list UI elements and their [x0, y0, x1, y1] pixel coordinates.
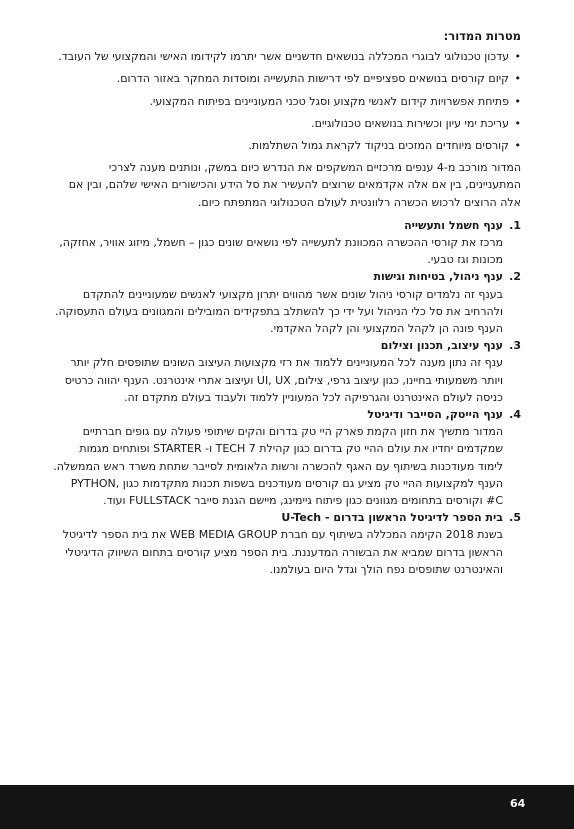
branch-number: 3. [509, 339, 521, 353]
branch-title: ענף עיצוב, תכנון וצילום [380, 339, 503, 353]
branch-title: ענף הייטק, הסייבר ודיגיטל [367, 408, 503, 422]
branch-body [53, 234, 503, 268]
goal-item: • קורסים מיוחדים המזכים בניקוד לקראת גמול השתלמות. [53, 137, 513, 154]
branch-paragraph: בשנת 2018 הקימה המכללה בשיתוף עם חברת WEB MEDIA GROUP את בית הספר לדיגיטל הראשון בדרום שמביא את הבשורה המדעננת. בית הספר מציע קורסים בתחום השיווק הדיגיטלי והאינטרנט שתופסים נפח הולך וגדל היום בעולמנו. [62, 528, 503, 576]
branch-1 [53, 217, 521, 269]
branch-body [53, 423, 503, 509]
footer-bar [0, 785, 574, 829]
branch-heading [53, 406, 521, 423]
goal-item: • קיום קורסים בנושאים ספציפיים לפי דרישות התעשייה ומוסדות המחקר באזור הדרום. [53, 70, 513, 87]
branch-heading [53, 509, 521, 526]
goals-heading: מטרות המדור: [443, 29, 521, 43]
branch-title: בית הספר לדיגיטל הראשון בדרום - U-Tech [281, 511, 503, 525]
branch-number: 4. [509, 408, 521, 422]
branch-4 [53, 406, 521, 509]
branch-paragraph: המדור מתשיך את חזון הקמת פארק היי טק בדרום והקים שיתופי פעולה עם גופים חברתיים שמקדמים יחדיו את עולם ההיי טק בדרום כגון קהילת 7 TECH ו- STARTER ופותחים מגמות לימוד מעודכנות בשיתוף עם האגף להכשרה ורשות הלאומית לסייבר שתחת משרד ראש הממשלה. [53, 425, 503, 473]
branch-heading [53, 217, 521, 234]
branch-number: 5. [509, 511, 521, 525]
goal-item: • עדכון טכנולוגי לבוגרי המכללה בנושאים חדשניים אשר יתרמו לקידומו האישי והמקצועי של העובד. [53, 48, 513, 65]
branch-body [53, 526, 503, 578]
goal-item: • פתיחת אפשרויות קידום לאנשי מקצוע וסגל טכני המעוניינים בפיתוח המקצועי. [53, 93, 513, 110]
branch-paragraph: בענף זה נלמדים קורסי ניהול שונים אשר מהווים יתרון מקצועי לאנשים שמעוניינים להתקדם ולהרחיב את סל כלי הניהול ועל ידי כך להשתלב בתפקידים המובילים והמגוונים בעולם התעסוקה. הענף פונה הן לקהל המקצועי והן לקהל האקדמי. [55, 287, 503, 336]
branch-title: ענף חשמל ותעשייה [404, 218, 503, 232]
branch-body [53, 354, 503, 406]
branch-number: 2. [509, 270, 521, 284]
page-number: 64 [510, 797, 526, 810]
branch-5 [53, 509, 521, 578]
branch-paragraph: ענף זה נתון מענה לכל המעוניינים ללמוד את רזי מקצועות העיצוב השונים שתופסים חלק יותר ויותר משמעותי בחיינו, כגון עיצוב גרפי, צילום, UI, UX ועיצוב אתרי אינטרנט. הענף יהווה כרטיס כניסה לעולם האינטרנט והגרפיקה לכל המעוניין ללמוד ולעבוד בעולם מתקדם זה. [64, 356, 503, 404]
page-content [53, 28, 521, 578]
branch-2 [53, 268, 521, 337]
branch-heading [53, 337, 521, 354]
branch-heading [53, 268, 521, 285]
intro-paragraph: המדור מורכב מ-4 ענפים מרכזיים המשקפים את הנדרש כיום במשק, ונותנים מענה לצרכי המתעניינים, בין אם אלה אקדמאים שרוצים להעשיר את סל הידע והכישורים האישי שלהם, ובין אם אלה הרוצים לרכוש הכשרה רלוונטית לעולם הטכנולוגי המתפתח כיום. [68, 161, 521, 209]
branch-3 [53, 337, 521, 406]
goal-item: • עריכת ימי עיון וכשירות בנושאים טכנולוגיים. [53, 115, 513, 132]
branch-title: ענף ניהול, בטיחות וגישות [373, 270, 503, 284]
branch-number: 1. [509, 218, 521, 232]
branch-paragraph: הענף למקצועות ההיי טק מציע גם קורסים מעודכנים בשפות תכנות מתקדמות כגון PYTHON, C# וקורסים בתחומים מגוונים כגון פיתוח גיימינג, מיישם הגנת סייבר FULLSTACK ועוד. [70, 476, 503, 508]
goals-list [53, 48, 521, 154]
branch-body [53, 286, 503, 338]
branch-paragraph: מרכז את קורסי ההכשרה המכוונת לתעשייה לפי נושאים שונים כגון – חשמל, מיזוג אוויר, אחזקה, מכונות וגז טבעי. [59, 236, 503, 267]
